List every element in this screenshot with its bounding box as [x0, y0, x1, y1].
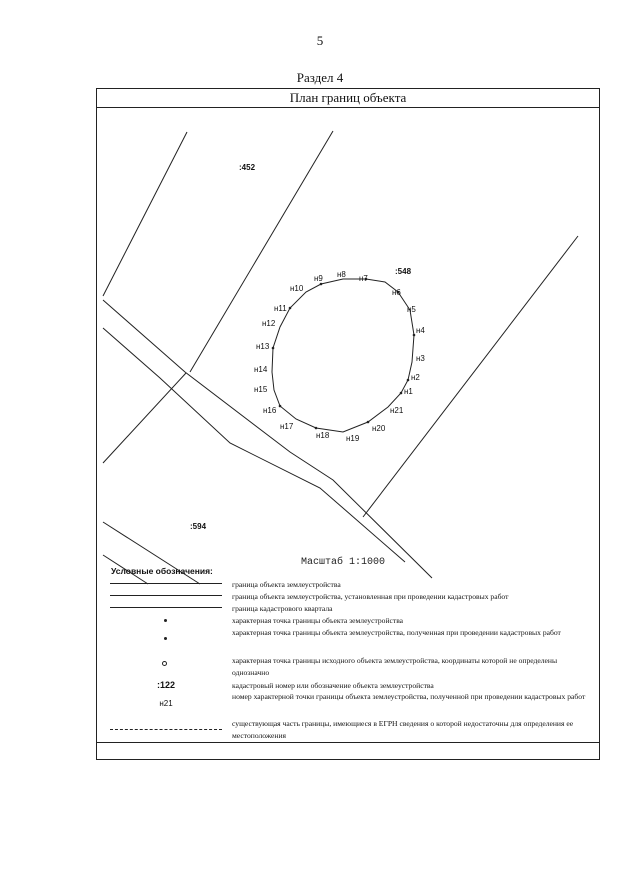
legend-symbol-dashed-line [110, 729, 222, 730]
point-label: н21 [390, 406, 404, 415]
legend-item: характерная точка границы объекта землеустройства [232, 616, 404, 625]
point-label: н2 [411, 373, 420, 382]
plan-title: План границ объекта [96, 88, 600, 108]
parcel-line [103, 132, 187, 296]
legend-item: кадастровый номер или обозначение объекта землеустройства [232, 681, 434, 690]
point-label: н13 [256, 342, 270, 351]
legend-item: существующая часть границы, имеющиеся в ЕГРН сведения о которой недостаточны для определения ее местоположения [232, 719, 574, 740]
parcel-label: :548 [395, 267, 412, 276]
parcel-label: :452 [239, 163, 256, 172]
legend-item: граница объекта землеустройства, установленная при проведении кадастровых работ [232, 592, 509, 601]
point-label: н14 [254, 365, 268, 374]
legend-divider [96, 742, 600, 743]
legend-symbol-solid-line [110, 583, 222, 584]
point-label: н3 [416, 354, 425, 363]
boundary-point-marker [279, 405, 282, 408]
legend-symbol-circle [162, 661, 167, 666]
point-label: н12 [262, 319, 276, 328]
parcel-label: :594 [190, 522, 207, 531]
boundary-point-marker [315, 427, 318, 430]
point-label: н6 [392, 288, 401, 297]
boundary-point-marker [289, 307, 292, 310]
point-label: н19 [346, 434, 360, 443]
legend-symbol-solid-line [110, 595, 222, 596]
scale-label: Масштаб 1:1000 [301, 557, 386, 568]
legend-symbol-solid-line [110, 607, 222, 608]
point-label: н5 [407, 305, 416, 314]
boundary-point-marker [407, 379, 410, 382]
page-number: 5 [316, 33, 324, 48]
point-label: н1 [404, 387, 413, 396]
parcel-line [363, 236, 578, 517]
point-label: н4 [416, 326, 425, 335]
legend-symbol-dot [164, 637, 167, 640]
section-heading: Раздел 4 [296, 70, 344, 85]
boundary-point-marker [367, 421, 370, 424]
legend-title: Условные обозначения: [111, 566, 213, 576]
boundary-point-marker [413, 334, 416, 337]
legend-symbol-label: :122 [156, 680, 175, 690]
point-label: н17 [280, 422, 294, 431]
boundary-point-marker [400, 392, 403, 395]
boundary-point-marker [272, 347, 275, 350]
point-label: н18 [316, 431, 330, 440]
point-label: н15 [254, 385, 268, 394]
legend-item: граница объекта землеустройства [232, 580, 341, 589]
legend-symbol-label: н21 [159, 699, 173, 708]
point-label: н11 [274, 304, 287, 313]
point-label: н20 [372, 424, 386, 433]
point-label: н8 [337, 270, 346, 279]
legend-item: номер характерной точки границы объекта землеустройства, полученной при проведении кадастровых работ [232, 692, 586, 701]
boundary-point-marker [320, 283, 323, 286]
parcel-line [190, 131, 333, 372]
point-label: н9 [314, 274, 323, 283]
legend-item: граница кадастрового квартала [232, 604, 333, 613]
road-edge [103, 328, 405, 562]
legend-symbol-dot [164, 619, 167, 622]
legend-item: характерная точка границы исходного объекта землеустройства, координаты которой не определены однозначно [232, 656, 558, 677]
point-label: н7 [359, 274, 368, 283]
legend-item: характерная точка границы объекта землеустройства, полученная при проведении кадастровых работ [232, 628, 561, 637]
point-label: н10 [290, 284, 304, 293]
parcel-line [103, 373, 186, 463]
point-label: н16 [263, 406, 277, 415]
